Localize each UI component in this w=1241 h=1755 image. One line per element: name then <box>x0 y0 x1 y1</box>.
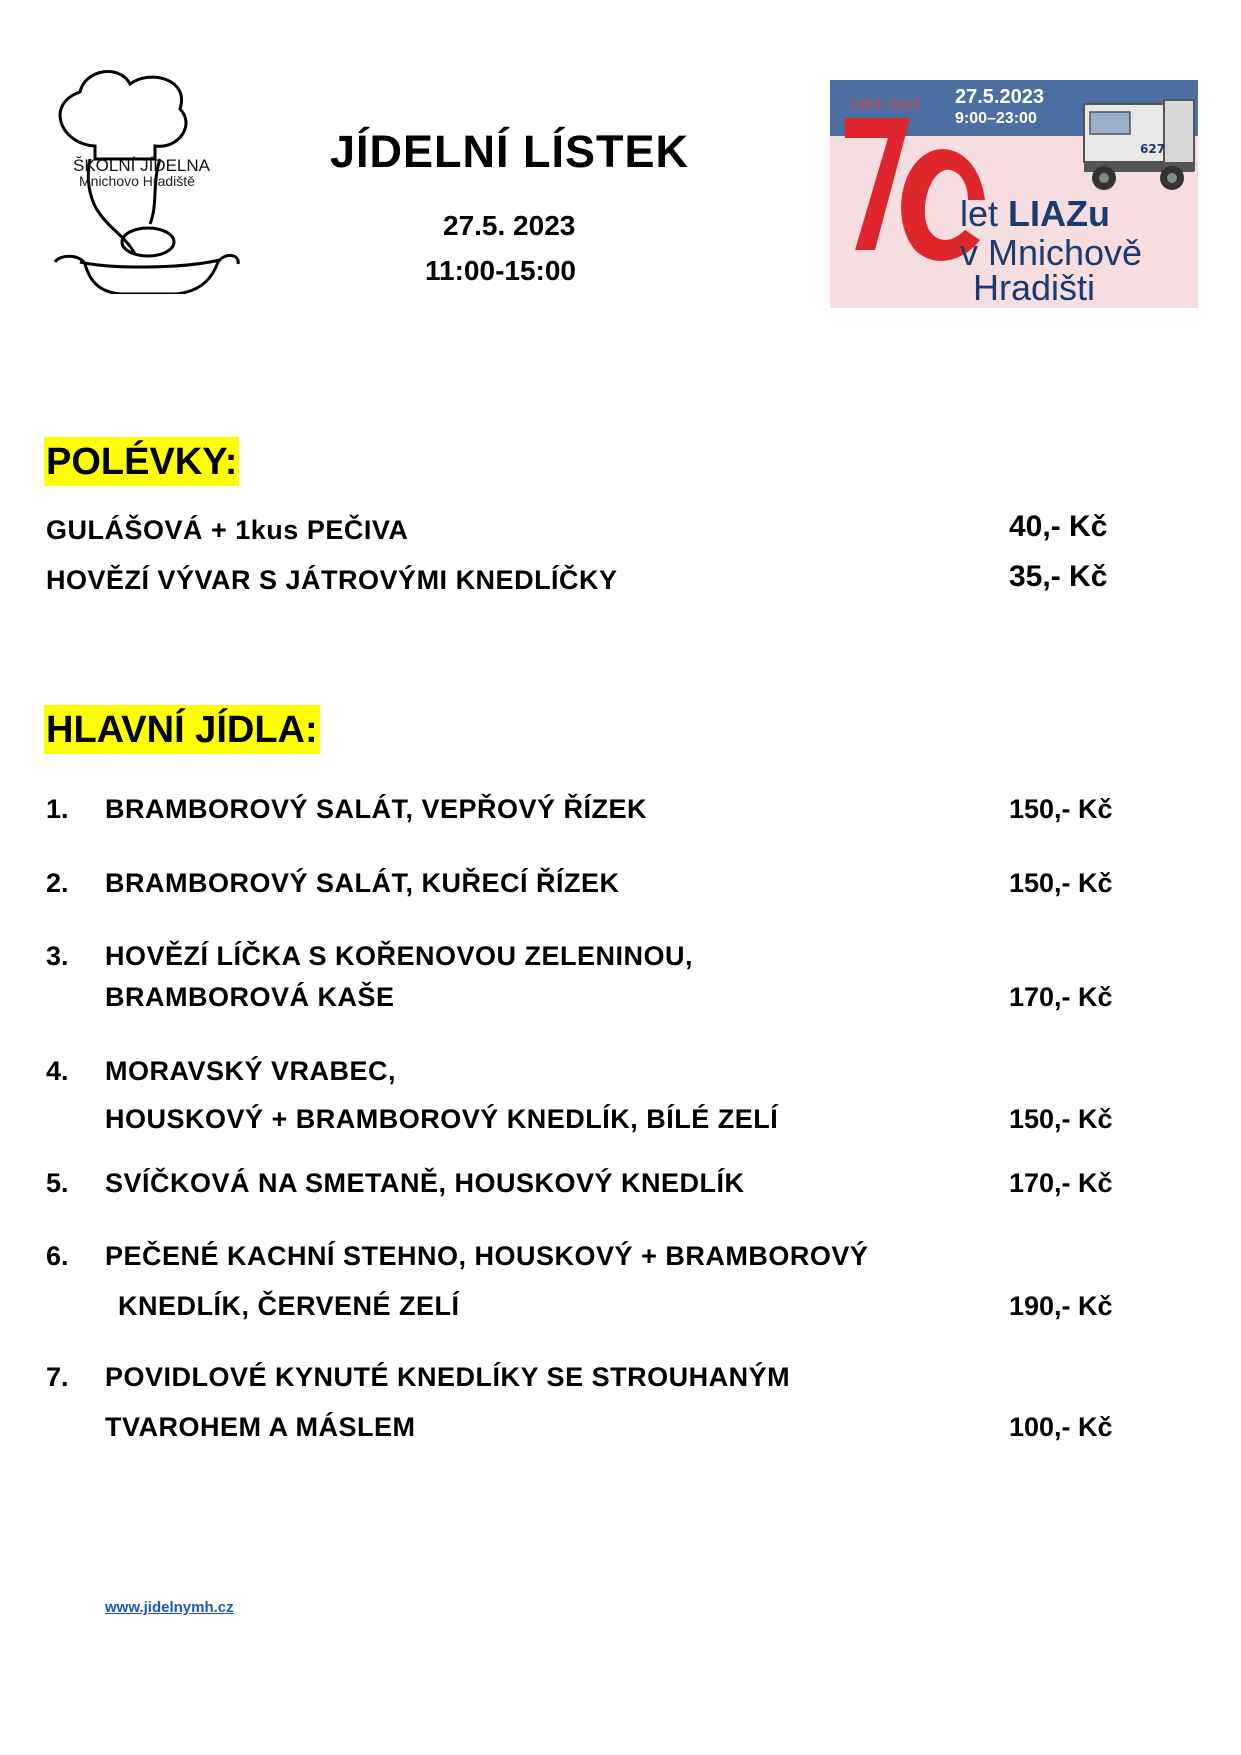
dish-line2: HOUSKOVÝ + BRAMBOROVÝ KNEDLÍK, BÍLÉ ZELÍ <box>105 1104 779 1134</box>
dish-number: 6. <box>46 1241 69 1271</box>
banner-time: 9:00–23:00 <box>955 110 1037 127</box>
banner-years: 1953–2023 <box>850 96 921 112</box>
soup-item-name: HOVĚZÍ VÝVAR S JÁTROVÝMI KNEDLÍČKY <box>46 565 618 595</box>
dish-price: 150,- Kč <box>1009 794 1113 824</box>
page-title: JÍDELNÍ LÍSTEK <box>330 126 690 177</box>
truck-icon <box>1078 90 1196 195</box>
banner-line1-prefix: let <box>960 193 999 234</box>
dish-number: 1. <box>46 794 69 824</box>
dish-line1: PEČENÉ KACHNÍ STEHNO, HOUSKOVÝ + BRAMBOROVÝ <box>105 1241 869 1271</box>
website-link[interactable]: www.jidelnymh.cz <box>105 1599 234 1616</box>
dish-line2: TVAROHEM A MÁSLEM <box>105 1412 416 1442</box>
soups-heading: POLÉVKY: <box>44 437 239 486</box>
menu-date: 27.5. 2023 <box>443 210 576 241</box>
dish-price: 150,- Kč <box>1009 868 1113 898</box>
dish-line1: SVÍČKOVÁ NA SMETANĚ, HOUSKOVÝ KNEDLÍK <box>105 1168 745 1198</box>
dish-number: 2. <box>46 868 69 898</box>
dish-price: 100,- Kč <box>1009 1412 1113 1442</box>
banner-date: 27.5.2023 <box>955 86 1044 108</box>
soup-item-price: 40,- Kč <box>1009 510 1108 543</box>
dish-price: 170,- Kč <box>1009 982 1113 1012</box>
soup-item-price: 35,- Kč <box>1009 560 1108 593</box>
dish-number: 3. <box>46 941 69 971</box>
dish-line1: HOVĚZÍ LÍČKA S KOŘENOVOU ZELENINOU, <box>105 941 694 971</box>
dish-number: 7. <box>46 1362 69 1392</box>
dish-price: 190,- Kč <box>1009 1291 1113 1321</box>
dish-line1: BRAMBOROVÝ SALÁT, KUŘECÍ ŘÍZEK <box>105 868 620 898</box>
banner-line2: v Mnichově <box>960 232 1143 273</box>
dish-line2: BRAMBOROVÁ KAŠE <box>105 982 395 1012</box>
dish-line1: MORAVSKÝ VRABEC, <box>105 1056 397 1086</box>
dish-line1: BRAMBOROVÝ SALÁT, VEPŘOVÝ ŘÍZEK <box>105 794 648 824</box>
dish-price: 170,- Kč <box>1009 1168 1113 1198</box>
dish-line2: KNEDLÍK, ČERVENÉ ZELÍ <box>118 1291 460 1321</box>
serving-hours: 11:00-15:00 <box>425 255 577 286</box>
dish-line1: POVIDLOVÉ KYNUTÉ KNEDLÍKY SE STROUHANÝM <box>105 1362 791 1392</box>
dish-number: 4. <box>46 1056 69 1086</box>
dish-price: 150,- Kč <box>1009 1104 1113 1134</box>
banner-line3: Hradišti <box>973 267 1096 308</box>
banner-line1 <box>960 193 1110 235</box>
logo-school-name: ŠKOLNÍ JÍDELNA <box>73 156 210 175</box>
soup-item-name: GULÁŠOVÁ + 1kus PEČIVA <box>46 515 409 545</box>
banner-brand: LIAZu <box>1008 193 1111 234</box>
truck-number: 627 <box>1140 142 1166 156</box>
logo-town-name: Mnichovo Hradiště <box>79 173 195 189</box>
main-dishes-heading: HLAVNÍ JÍDLA: <box>44 705 320 754</box>
liaz-anniversary-banner <box>830 80 1198 308</box>
dish-number: 5. <box>46 1168 69 1198</box>
